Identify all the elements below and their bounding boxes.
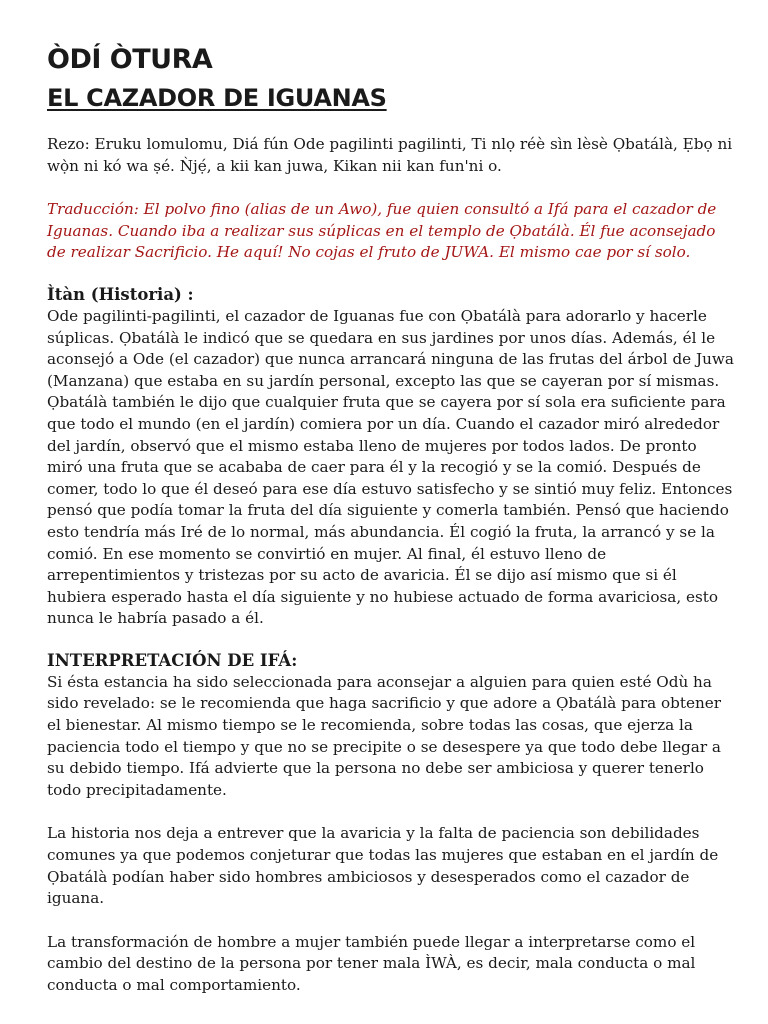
interpretacion-paragraph: Si ésta estancia ha sido seleccionada para aconsejar a alguien para quien esté Odù ha sido revelado: se le recomienda que haga sacrificio y que adore a Ọbatálà para obtener el bienestar. Al mismo tiempo se le recomienda, sobre todas las cosas, que ejerza la paciencia todo el tiempo y que no se precipite o se desespere ya que todo debe llegar a su debido tiempo. Ifá advierte que la persona no debe ser ambiciosa y querer tenerlo todo precipitadamente. — [47, 672, 722, 799]
paragraph-spacer — [47, 910, 737, 932]
rezo-paragraph: Rezo: Eruku lomulomu, Diá fún Ode pagilinti pagilinti, Ti nlọ réè sìn lèsè Ọbatálà, Ẹbọ ni wọ̀n ni kó wa ṣé. Ǹjẹ́, a kii kan juwa, Kikan nii kan fun'ni o. — [47, 135, 733, 175]
document-subtitle: EL CAZADOR DE IGUANAS — [47, 84, 387, 112]
itan-section — [47, 284, 737, 630]
paragraph-spacer — [47, 801, 737, 823]
document-title: ÒDÍ ÒTURA — [47, 44, 213, 75]
traduccion-paragraph: Traducción: El polvo fino (alias de un Awo), fue quien consultó a Ifá para el cazador de Iguanas. Cuando iba a realizar sus súplicas en el templo de Ọbatálà. Él fue aconsejado de realizar Sacrificio. He aquí! No cojas el fruto de JUWA. El mismo cae por sí solo. — [47, 200, 717, 262]
document-page — [47, 40, 737, 997]
interpretacion-section — [47, 650, 737, 997]
interpretacion-paragraph: La historia nos deja a entrever que la avaricia y la falta de paciencia son debilidades comunes ya que podemos conjeturar que todas las mujeres que estaban en el jardín de Ọbatálà podían haber sido hombres ambiciosos y desesperados como el cazador de iguana. — [47, 824, 719, 908]
interpretacion-paragraph: La transformación de hombre a mujer también puede llegar a interpretarse como el cambio del destino de la persona por tener mala ÌWÀ, es decir, mala conducta o mal conducta o mal comportamiento. — [47, 932, 696, 994]
interpretacion-heading: INTERPRETACIÓN DE IFÁ: — [47, 650, 298, 670]
itan-heading: Ìtàn (Historia) : — [47, 284, 194, 304]
itan-body: Ode pagilinti-pagilinti, el cazador de Iguanas fue con Ọbatálà para adorarlo y hacerle súplicas. Ọbatálà le indicó que se quedara en sus jardines por unos días. Además, él le aconsejó a Ode (el cazador) que nunca arrancará ninguna de las frutas del árbol de Juwa (Manzana) que estaba en su jardín personal, excepto las que se cayeran por sí mismas. Ọbatálà también le dijo que cualquier fruta que se cayera por sí sola era suficiente para que todo el mundo (en el jardín) comiera por un día. Cuando el cazador miró alrededor del jardín, observó que el mismo estaba lleno de mujeres por todos lados. De pronto miró una fruta que se acababa de caer para él y la recogió y se la comió. Después de comer, todo lo que él deseó para ese día estuvo satisfecho y se sintió muy feliz. Entonces pensó que podía tomar la fruta del día siguiente y comerla también. Pensó que haciendo esto tendría más Iré de lo normal, más abundancia. Él cogió la fruta, la arrancó y se la comió. En ese momento se convirtió en mujer. Al final, él estuvo lleno de arrepentimientos y tristezas por su acto de avaricia. Él se dijo así mismo que si él hubiera esperado hasta el día siguiente y no hubiese actuado de forma avariciosa, esto nunca le habría pasado a él. — [47, 306, 734, 628]
